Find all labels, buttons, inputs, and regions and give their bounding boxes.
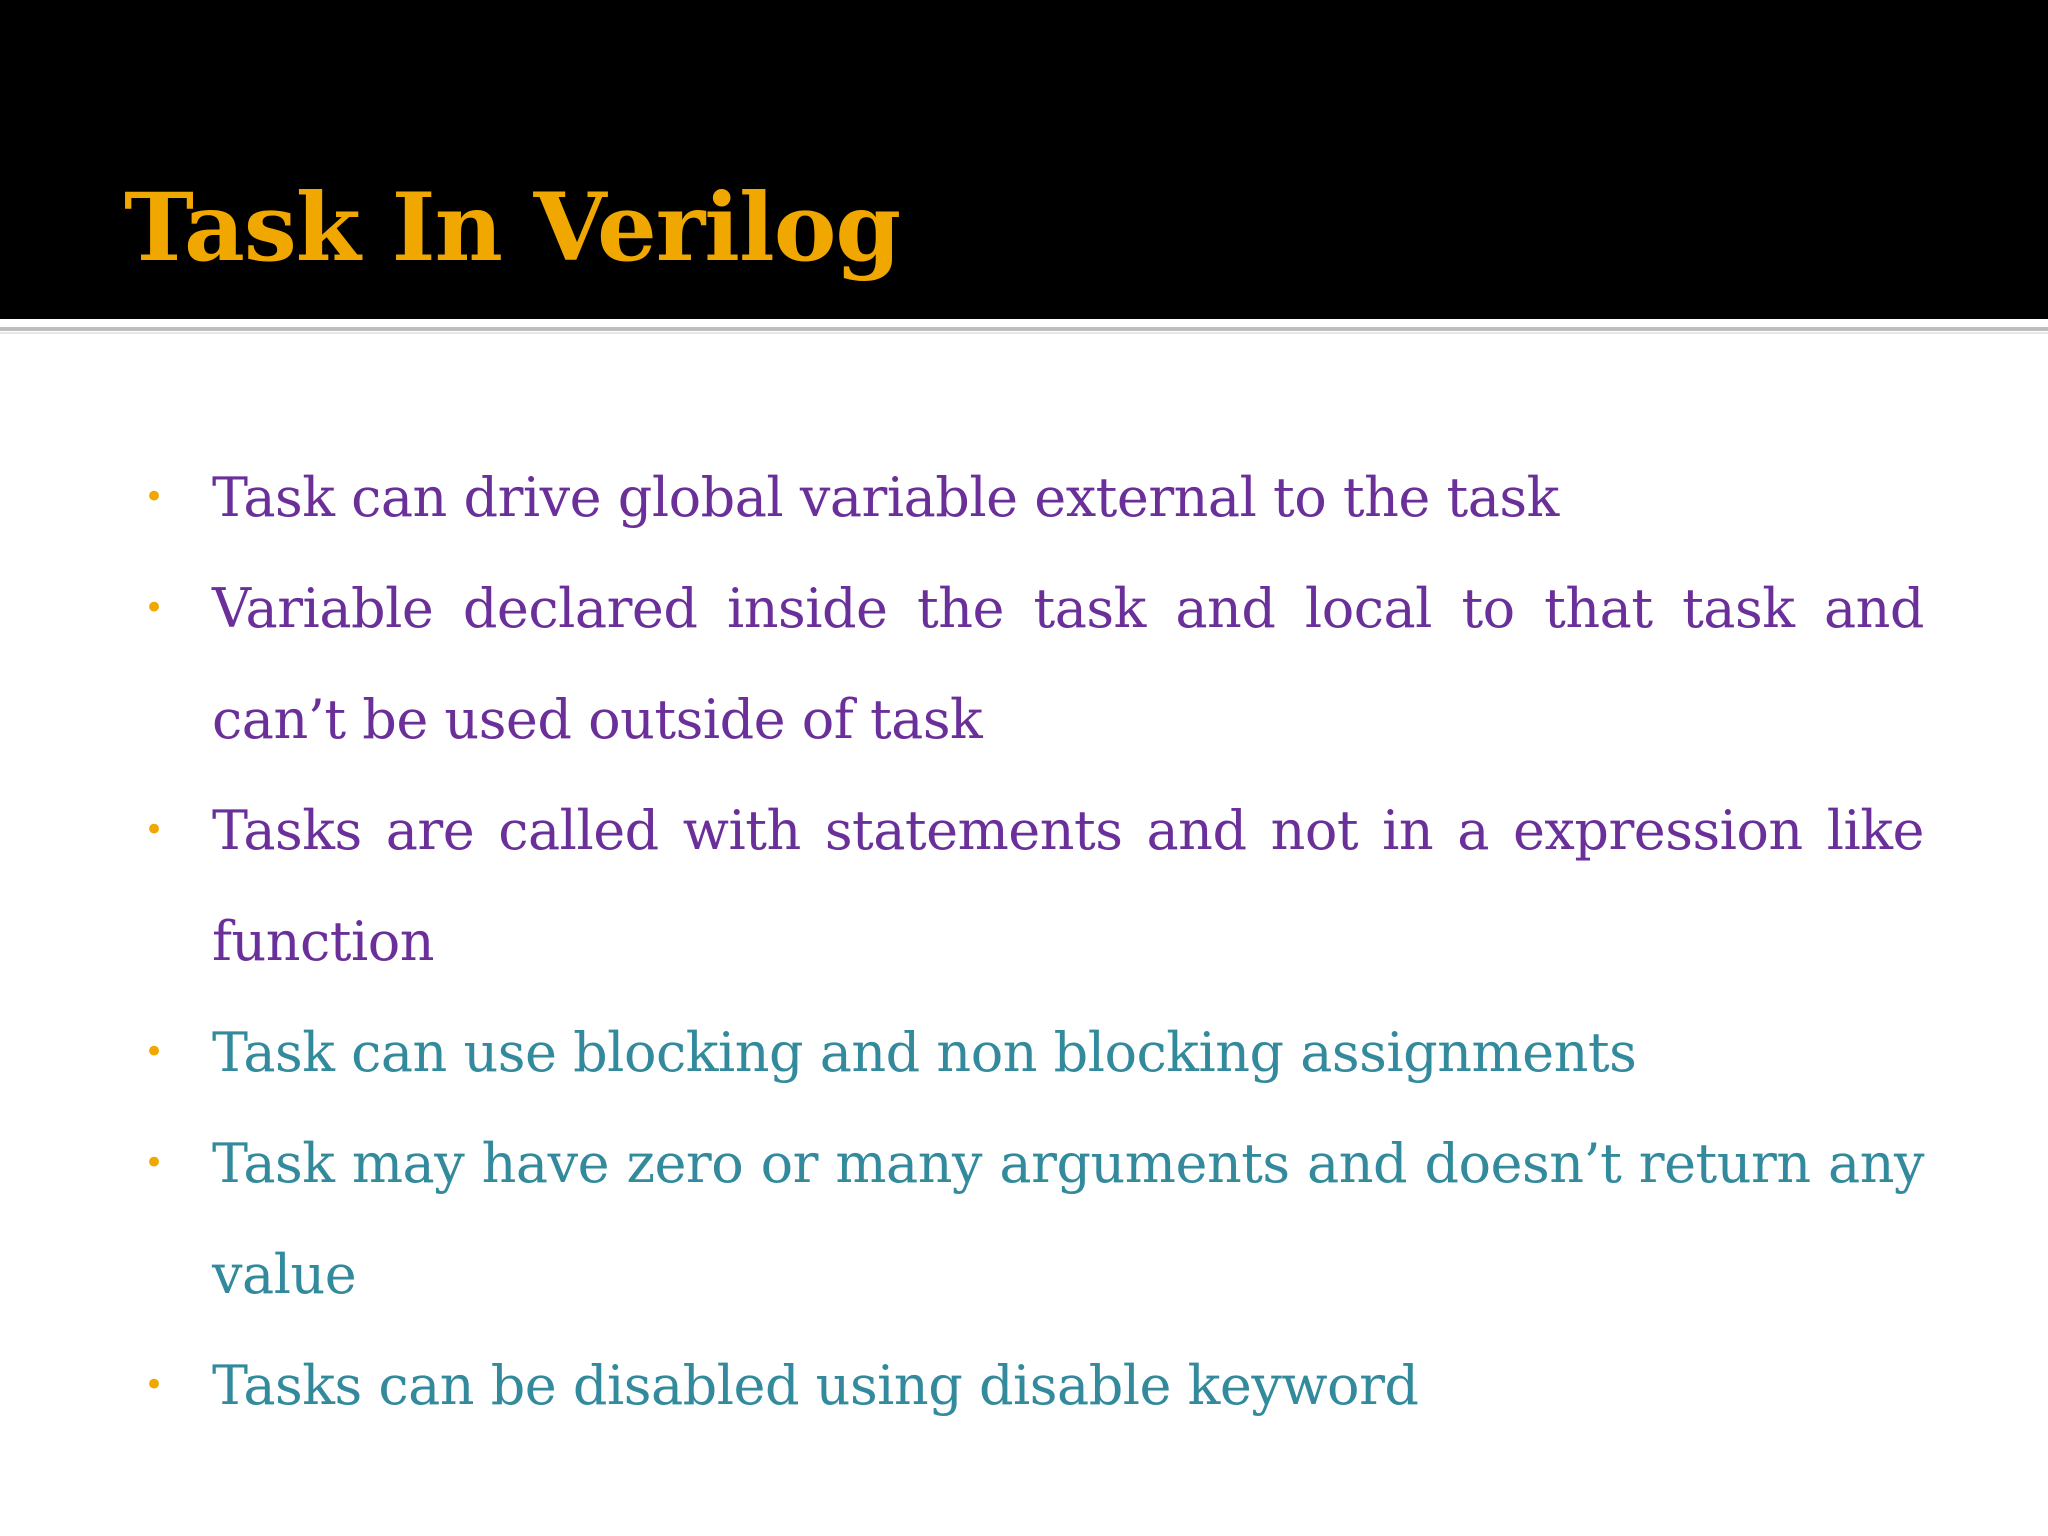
bullet-item — [144, 553, 1924, 775]
slide-title: Task In Verilog — [124, 173, 901, 283]
bullet-item — [144, 1108, 1924, 1330]
bullet-text: Tasks are called with statements and not in a expression like function — [212, 799, 1924, 973]
bullet-item — [144, 997, 1924, 1108]
bullet-list — [144, 442, 1924, 1441]
bullet-item — [144, 775, 1924, 997]
bullet-marker: • — [144, 1032, 164, 1072]
title-divider-shadow — [0, 332, 2048, 334]
bullet-item — [144, 1330, 1924, 1441]
bullet-text: Tasks can be disabled using disable keyword — [212, 1354, 1419, 1417]
bullet-marker: • — [144, 1143, 164, 1183]
bullet-text: Task can use blocking and non blocking assignments — [212, 1021, 1637, 1084]
bullet-marker: • — [144, 1365, 164, 1405]
title-bar — [0, 0, 2048, 319]
bullet-marker: • — [144, 477, 164, 517]
bullet-marker: • — [144, 588, 164, 628]
bullet-marker: • — [144, 810, 164, 850]
bullet-item — [144, 442, 1924, 553]
bullet-text: Task can drive global variable external to the task — [212, 466, 1559, 529]
bullet-text: Task may have zero or many arguments and doesn’t return any value — [212, 1132, 1924, 1306]
bullet-text: Variable declared inside the task and local to that task and can’t be used outside of task — [212, 577, 1924, 751]
title-divider — [0, 327, 2048, 331]
